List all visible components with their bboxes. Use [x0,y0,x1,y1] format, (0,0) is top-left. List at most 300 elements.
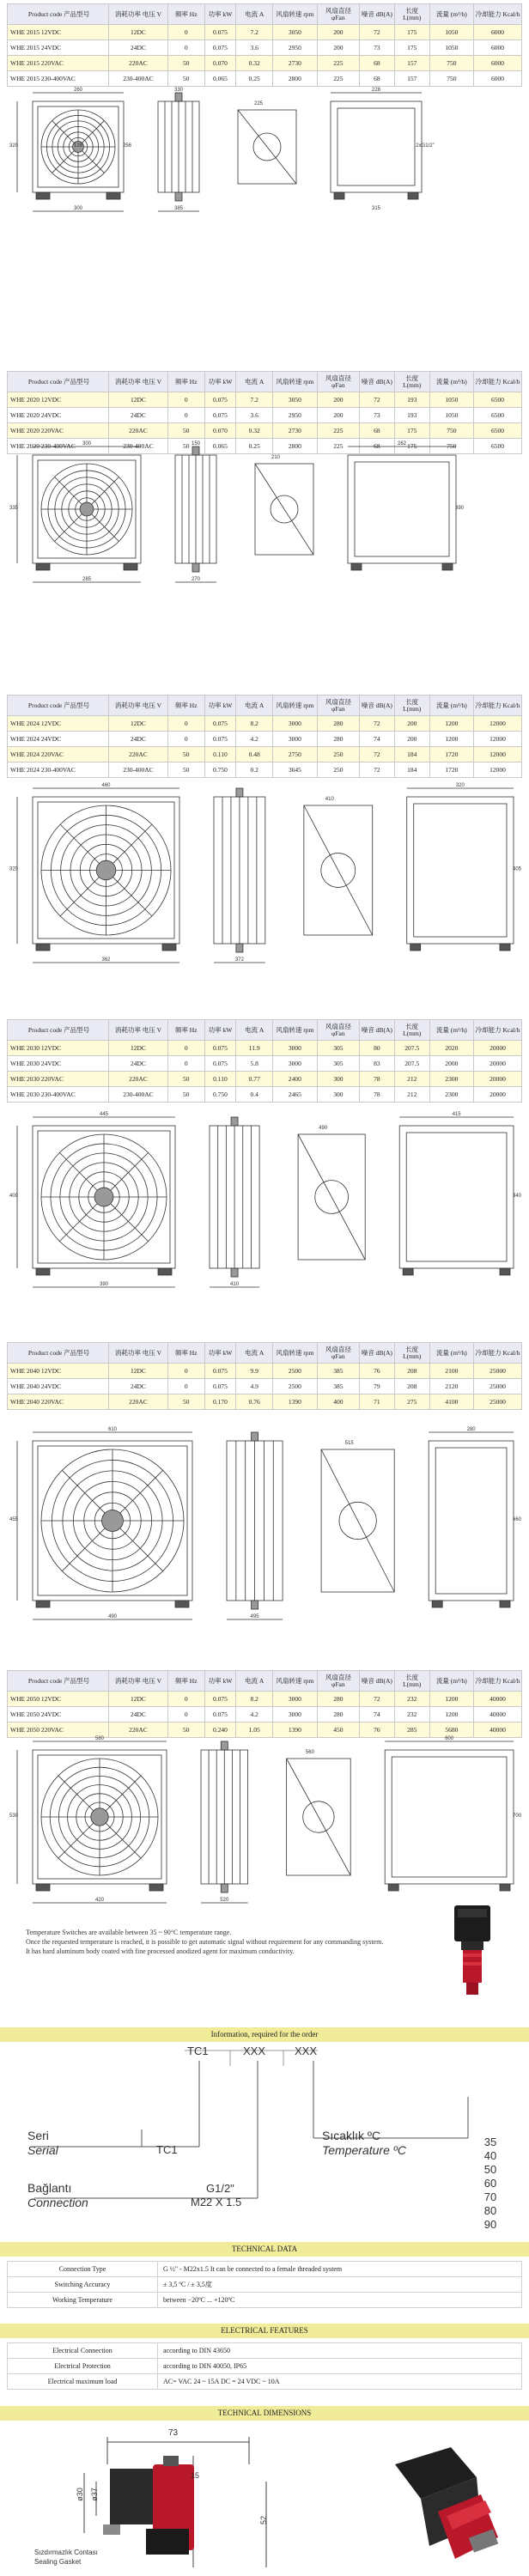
table-header-cell: 噪音 dB(A) [360,372,395,392]
table-cell: 25000 [474,1364,522,1379]
table-cell: WHE 2050 220VAC [8,1722,109,1738]
table-cell: 8.2 [236,1692,273,1707]
table-cell: 7.2 [236,25,273,40]
table-cell: 300 [317,1087,359,1103]
table-cell: 200 [317,392,359,408]
table-header-cell: 噪音 dB(A) [360,1343,395,1364]
table-cell: 1.05 [236,1722,273,1738]
table-cell: 750 [429,439,474,454]
table-cell: 0 [167,1041,204,1056]
table-header-cell: 长度 L(mm) [394,372,429,392]
table-header-cell: 风扇直径 φFan [317,1343,359,1364]
code-part: XXX [243,2044,266,2057]
table-cell: 250 [317,747,359,762]
table-cell: 175 [394,25,429,40]
table-cell: 0.32 [236,56,273,71]
table-cell: 20000 [474,1041,522,1056]
table-row [8,1072,522,1087]
table-cell: 12000 [474,762,522,778]
table-cell: 72 [360,716,395,732]
table-header-cell: 流量 (m³/h) [429,372,474,392]
table-header-cell: 消耗功率 电压 V [109,1671,168,1692]
dimension-label: 335 [9,506,19,511]
table-cell: 24DC [109,1056,168,1072]
table-cell: 50 [167,747,204,762]
table-cell: 230-400AC [109,1087,168,1103]
seri-value: TC1 [156,2143,178,2156]
table-header-cell: Product code 产品型号 [8,1671,109,1692]
dimension-label: 280 [466,1427,476,1432]
code-part: TC1 [187,2044,209,2057]
table-cell: 2300 [429,1072,474,1087]
table-header-cell: 长度 L(mm) [394,1020,429,1041]
table-cell: 280 [317,716,359,732]
table-cell: 157 [394,71,429,87]
temp-label: Sıcaklık ºC [322,2129,381,2142]
table-cell: WHE 2015 220VAC [8,56,109,71]
table-row [8,1056,522,1072]
table-cell: Electrical maximum load [8,2374,158,2390]
note-line: It has hard aluminum body coated with fine processed anodized agent for maximum conductivity. [26,1947,295,1955]
cooler-drawing [7,1425,522,1623]
table-header-cell: 功率 kW [204,696,235,716]
table-cell: 12000 [474,747,522,762]
table-row [8,2359,522,2374]
table-cell: 68 [360,423,395,439]
table-header-cell: 功率 kW [204,372,235,392]
table-cell: 50 [167,1072,204,1087]
table-cell: 400 [317,1394,359,1410]
table-cell: 220AC [109,1394,168,1410]
table-cell: 0.4 [236,1087,273,1103]
dimension-label: 300 [82,441,92,447]
table-cell: 3.6 [236,40,273,56]
table-header-cell: 消耗功率 电压 V [109,372,168,392]
dimension-label: 228 [371,88,381,93]
table-cell: 0.075 [204,1379,235,1394]
table-cell: 50 [167,423,204,439]
table-cell: 2020 [429,1041,474,1056]
table-cell: 20000 [474,1087,522,1103]
table-cell: 2000 [429,1056,474,1072]
table-cell: 24DC [109,1379,168,1394]
dim-label: ø37 [89,2488,99,2501]
table-header-cell: 电流 A [236,372,273,392]
table-cell: 0.750 [204,762,235,778]
table-cell: 250 [317,762,359,778]
table-cell: 230-400AC [109,439,168,454]
table-cell: 200 [394,716,429,732]
table-header-cell: 电流 A [236,1020,273,1041]
table-header-cell: 功率 kW [204,1671,235,1692]
table-cell: 74 [360,732,395,747]
table-cell: Electrical Protection [8,2359,158,2374]
table-cell: 6000 [474,25,522,40]
table-cell: 3050 [273,25,318,40]
table-header-cell: 风扇转速 rpm [273,1020,318,1041]
table-cell: AC= VAC 24 ~ 15A DC = 24 VDC ~ 10A [158,2374,522,2390]
table-row [8,2343,522,2359]
table-cell: 4.2 [236,732,273,747]
spec-table [7,3,522,87]
temp-option: 60 [483,2177,497,2190]
table-cell: WHE 2015 12VDC [8,25,109,40]
dimension-label: 300 [73,206,83,211]
table-cell: 385 [317,1364,359,1379]
table-header-cell: 风扇直径 φFan [317,4,359,25]
temp-label-en: Temperature ºC [322,2143,406,2157]
table-cell: 0 [167,716,204,732]
table-header-cell: 流量 (m³/h) [429,1671,474,1692]
dimension-label: 390 [454,506,465,511]
table-cell: 12DC [109,1692,168,1707]
table-cell: 0.075 [204,716,235,732]
table-cell: WHE 2050 24VDC [8,1707,109,1722]
table-cell: 0.075 [204,1364,235,1379]
table-cell: 184 [394,747,429,762]
table-cell: 50 [167,1722,204,1738]
table-cell: 193 [394,392,429,408]
table-cell: 0 [167,40,204,56]
table-header-row [8,1671,522,1692]
table-cell: 68 [360,71,395,87]
table-cell: 0.065 [204,439,235,454]
table-header-cell: 噪音 dB(A) [360,696,395,716]
table-cell: 0.25 [236,439,273,454]
spec-table-block [7,1019,522,1103]
table-cell: 208 [394,1379,429,1394]
table-cell: 12DC [109,25,168,40]
table-header-cell: 功率 kW [204,1020,235,1041]
dimension-label: 490 [107,1614,118,1619]
table-header-cell: 风扇转速 rpm [273,4,318,25]
table-cell: 208 [394,1364,429,1379]
table-cell: WHE 2015 24VDC [8,40,109,56]
table-header-cell: 流量 (m³/h) [429,4,474,25]
table-cell: 2400 [273,1072,318,1087]
table-cell: 230-400AC [109,71,168,87]
table-cell: 4100 [429,1394,474,1410]
table-cell: 0.170 [204,1394,235,1410]
table-cell: 385 [317,1379,359,1394]
table-header-cell: 流量 (m³/h) [429,696,474,716]
table-cell: 3000 [273,716,318,732]
table-cell: 72 [360,762,395,778]
table-cell: 0.77 [236,1072,273,1087]
dimension-label: 2xG1/2" [416,143,435,149]
gasket-label: Sızdırmazlık Contası [34,2549,98,2556]
table-cell: 0.075 [204,732,235,747]
table-cell: according to DIN 43650 [158,2343,522,2359]
dimension-label: 385 [173,206,184,211]
table-cell: 220AC [109,423,168,439]
table-cell: WHE 2024 12VDC [8,716,109,732]
table-cell: WHE 2030 24VDC [8,1056,109,1072]
dimension-label: 320 [9,866,19,872]
table-header-cell: 冷却能力 Kcal/h [474,1343,522,1364]
table-cell: 80 [360,1041,395,1056]
cooler-drawing [7,440,522,586]
dim-label: 73 [168,2428,179,2438]
table-header-cell: 电流 A [236,1343,273,1364]
code-part: XXX [295,2044,318,2057]
table-cell: 40000 [474,1707,522,1722]
spec-table [7,1019,522,1103]
dimension-label: 128 [73,143,83,149]
table-cell: 12000 [474,732,522,747]
table-cell: 225 [317,71,359,87]
table-header-cell: 长度 L(mm) [394,1343,429,1364]
table-header-cell: 流量 (m³/h) [429,1343,474,1364]
table-cell: 12DC [109,716,168,732]
table-header-cell: 冷却能力 Kcal/h [474,4,522,25]
table-header-row [8,372,522,392]
table-cell: WHE 2030 230-400VAC [8,1087,109,1103]
table-cell: between −20ºC ... +120ºC [158,2293,522,2308]
dimension-label: 600 [445,1736,454,1741]
table-cell: 72 [360,747,395,762]
table-row [8,2277,522,2293]
temp-option: 90 [483,2218,497,2231]
table-cell: 5.8 [236,1056,273,1072]
table-cell: 0.065 [204,71,235,87]
sensor-photo [369,2430,515,2567]
table-cell: 220AC [109,56,168,71]
cooler-drawing [7,1735,522,1906]
table-cell: 72 [360,392,395,408]
connection-value: G1/2" [206,2182,234,2195]
table-cell: 24DC [109,40,168,56]
table-cell: 750 [429,423,474,439]
connection-value: M22 X 1.5 [191,2196,242,2208]
table-row [8,408,522,423]
table-row [8,732,522,747]
table-cell: 50 [167,762,204,778]
table-cell: 0.48 [236,747,273,762]
table-row [8,762,522,778]
table-cell: 3645 [273,762,318,778]
table-cell: 3000 [273,1707,318,1722]
table-cell: 175 [394,40,429,56]
table-header-cell: 电流 A [236,1671,273,1692]
table-cell: Electrical Connection [8,2343,158,2359]
table-cell: 207.5 [394,1041,429,1056]
order-code-diagram [0,2044,529,2215]
table-header-cell: 消耗功率 电压 V [109,4,168,25]
drawing-block [7,86,522,215]
table-header-cell: 消耗功率 电压 V [109,1343,168,1364]
note-line: Once the requested temperature is reached, it is possible to get automatic signal without requirement for any commanding system. [26,1938,384,1946]
table-cell: WHE 2020 220VAC [8,423,109,439]
table-cell: 68 [360,56,395,71]
table-cell: 200 [317,40,359,56]
dimension-label: 330 [173,88,184,93]
table-cell: 0.075 [204,1692,235,1707]
dimension-label: 660 [512,1517,522,1522]
table-cell: 0.240 [204,1722,235,1738]
table-cell: 73 [360,40,395,56]
table-cell: 1390 [273,1394,318,1410]
table-cell: 40000 [474,1722,522,1738]
dimension-label: 410 [230,1282,240,1287]
table-cell: 1390 [273,1722,318,1738]
dimension-label: 405 [512,866,522,872]
dimension-label: 610 [107,1427,118,1432]
table-cell: 2800 [273,71,318,87]
table-cell: 1200 [429,1707,474,1722]
table-cell: 50 [167,1087,204,1103]
table-header-cell: 冷却能力 Kcal/h [474,1020,522,1041]
table-cell: 2465 [273,1087,318,1103]
table-cell: 20000 [474,1072,522,1087]
table-cell: 2120 [429,1379,474,1394]
table-cell: 212 [394,1087,429,1103]
dimension-label: 400 [9,1194,19,1199]
seri-label-en: Serial [27,2143,58,2157]
order-info-band: Information, required for the order [0,2027,529,2042]
dimension-label: 320 [455,783,465,788]
table-header-cell: 频率 Hz [167,1343,204,1364]
table-cell: 0.075 [204,1707,235,1722]
table-cell: WHE 2050 12VDC [8,1692,109,1707]
temp-option: 70 [483,2190,497,2203]
drawing-block [7,1110,522,1291]
table-cell: 6500 [474,392,522,408]
table-header-cell: 风扇直径 φFan [317,1020,359,1041]
table-cell: 78 [360,1072,395,1087]
table-header-cell: 频率 Hz [167,372,204,392]
dimension-label: 700 [512,1814,522,1819]
table-cell: 6000 [474,40,522,56]
table-cell: WHE 2020 230-400VAC [8,439,109,454]
table-cell: WHE 2020 24VDC [8,408,109,423]
table-header-cell: 电流 A [236,696,273,716]
table-row [8,1041,522,1056]
table-header-cell: 消耗功率 电压 V [109,696,168,716]
table-cell: 225 [317,423,359,439]
table-cell: 2500 [273,1364,318,1379]
table-cell: WHE 2040 220VAC [8,1394,109,1410]
table-cell: 12DC [109,392,168,408]
dim-label: 15 [191,2471,200,2480]
dimension-label: 315 [371,206,381,211]
table-header-cell: 冷却能力 Kcal/h [474,696,522,716]
table-cell: 76 [360,1364,395,1379]
table-cell: 24DC [109,408,168,423]
table-cell: 12DC [109,1041,168,1056]
table-row [8,2262,522,2277]
table-cell: 71 [360,1394,395,1410]
table-header-cell: 频率 Hz [167,1020,204,1041]
table-header-cell: 风扇直径 φFan [317,372,359,392]
cooler-drawing [7,781,522,966]
table-cell: 25000 [474,1394,522,1410]
table-cell: 0 [167,392,204,408]
dimension-label: 445 [99,1112,109,1117]
table-cell: 2300 [429,1087,474,1103]
note-line: Temperature Switches are available between 35 ~ 90°C temperature range. [26,1929,232,1936]
table-cell: WHE 2015 230-400VAC [8,71,109,87]
table-row [8,392,522,408]
table-row [8,1394,522,1410]
table-cell: 175 [394,439,429,454]
cooler-drawing [7,1110,522,1291]
table-cell: WHE 2020 12VDC [8,392,109,408]
drawing-block [7,440,522,586]
dimension-label: 150 [191,441,201,447]
table-cell: WHE 2030 220VAC [8,1072,109,1087]
table-header-cell: 风扇转速 rpm [273,1343,318,1364]
dimension-label: 260 [73,88,83,93]
dimension-label: 515 [344,1441,354,1446]
table-cell: 0.110 [204,1072,235,1087]
temp-option: 35 [483,2136,497,2148]
table-cell: 3000 [273,732,318,747]
table-cell: 2800 [273,439,318,454]
table-cell: 0.070 [204,56,235,71]
table-header-cell: 噪音 dB(A) [360,1020,395,1041]
table-cell: 3000 [273,1692,318,1707]
dimension-label: 460 [101,783,111,788]
table-cell: 1720 [429,747,474,762]
table-cell: 2100 [429,1364,474,1379]
cooler-drawing [7,86,522,215]
table-cell: 2750 [273,747,318,762]
table-cell: WHE 2024 230-400VAC [8,762,109,778]
dimension-label: 362 [101,957,111,963]
table-header-cell: 功率 kW [204,1343,235,1364]
table-cell: 193 [394,408,429,423]
table-row [8,1364,522,1379]
table-header-cell: Product code 产品型号 [8,4,109,25]
dimension-label: 495 [250,1614,259,1619]
table-header-cell: 风扇直径 φFan [317,696,359,716]
drawing-block [7,1735,522,1906]
table-cell: 450 [317,1722,359,1738]
table-cell: 0 [167,408,204,423]
table-header-cell: 冷却能力 Kcal/h [474,372,522,392]
table-cell: 0 [167,1379,204,1394]
temp-option: 40 [483,2149,497,2162]
table-cell: 2950 [273,408,318,423]
table-cell: 1050 [429,392,474,408]
table-cell: 0.075 [204,1056,235,1072]
table-header-cell: 风扇直径 φFan [317,1671,359,1692]
table-cell: 0.070 [204,423,235,439]
table-cell: 0.750 [204,1087,235,1103]
table-header-cell: 风扇转速 rpm [273,1671,318,1692]
dimension-label: 256 [122,143,132,149]
spec-table [7,695,522,778]
table-cell: ± 3,5 ºC / ± 3,5度 [158,2277,522,2293]
table-cell: 6500 [474,439,522,454]
seri-label: Seri [27,2129,49,2142]
spec-table-block [7,1670,522,1738]
table-cell: 72 [360,1692,395,1707]
table-cell: 300 [317,1072,359,1087]
table-header-cell: 频率 Hz [167,4,204,25]
table-header-row [8,4,522,25]
table-cell: Working Temperature [8,2293,158,2308]
dimension-label: 455 [9,1517,19,1522]
table-row [8,716,522,732]
table-cell: 1720 [429,762,474,778]
dimension-label: 410 [325,797,334,802]
temp-options [477,2136,503,2232]
table-cell: 750 [429,71,474,87]
table-cell: 230-400AC [109,762,168,778]
table-row [8,56,522,71]
